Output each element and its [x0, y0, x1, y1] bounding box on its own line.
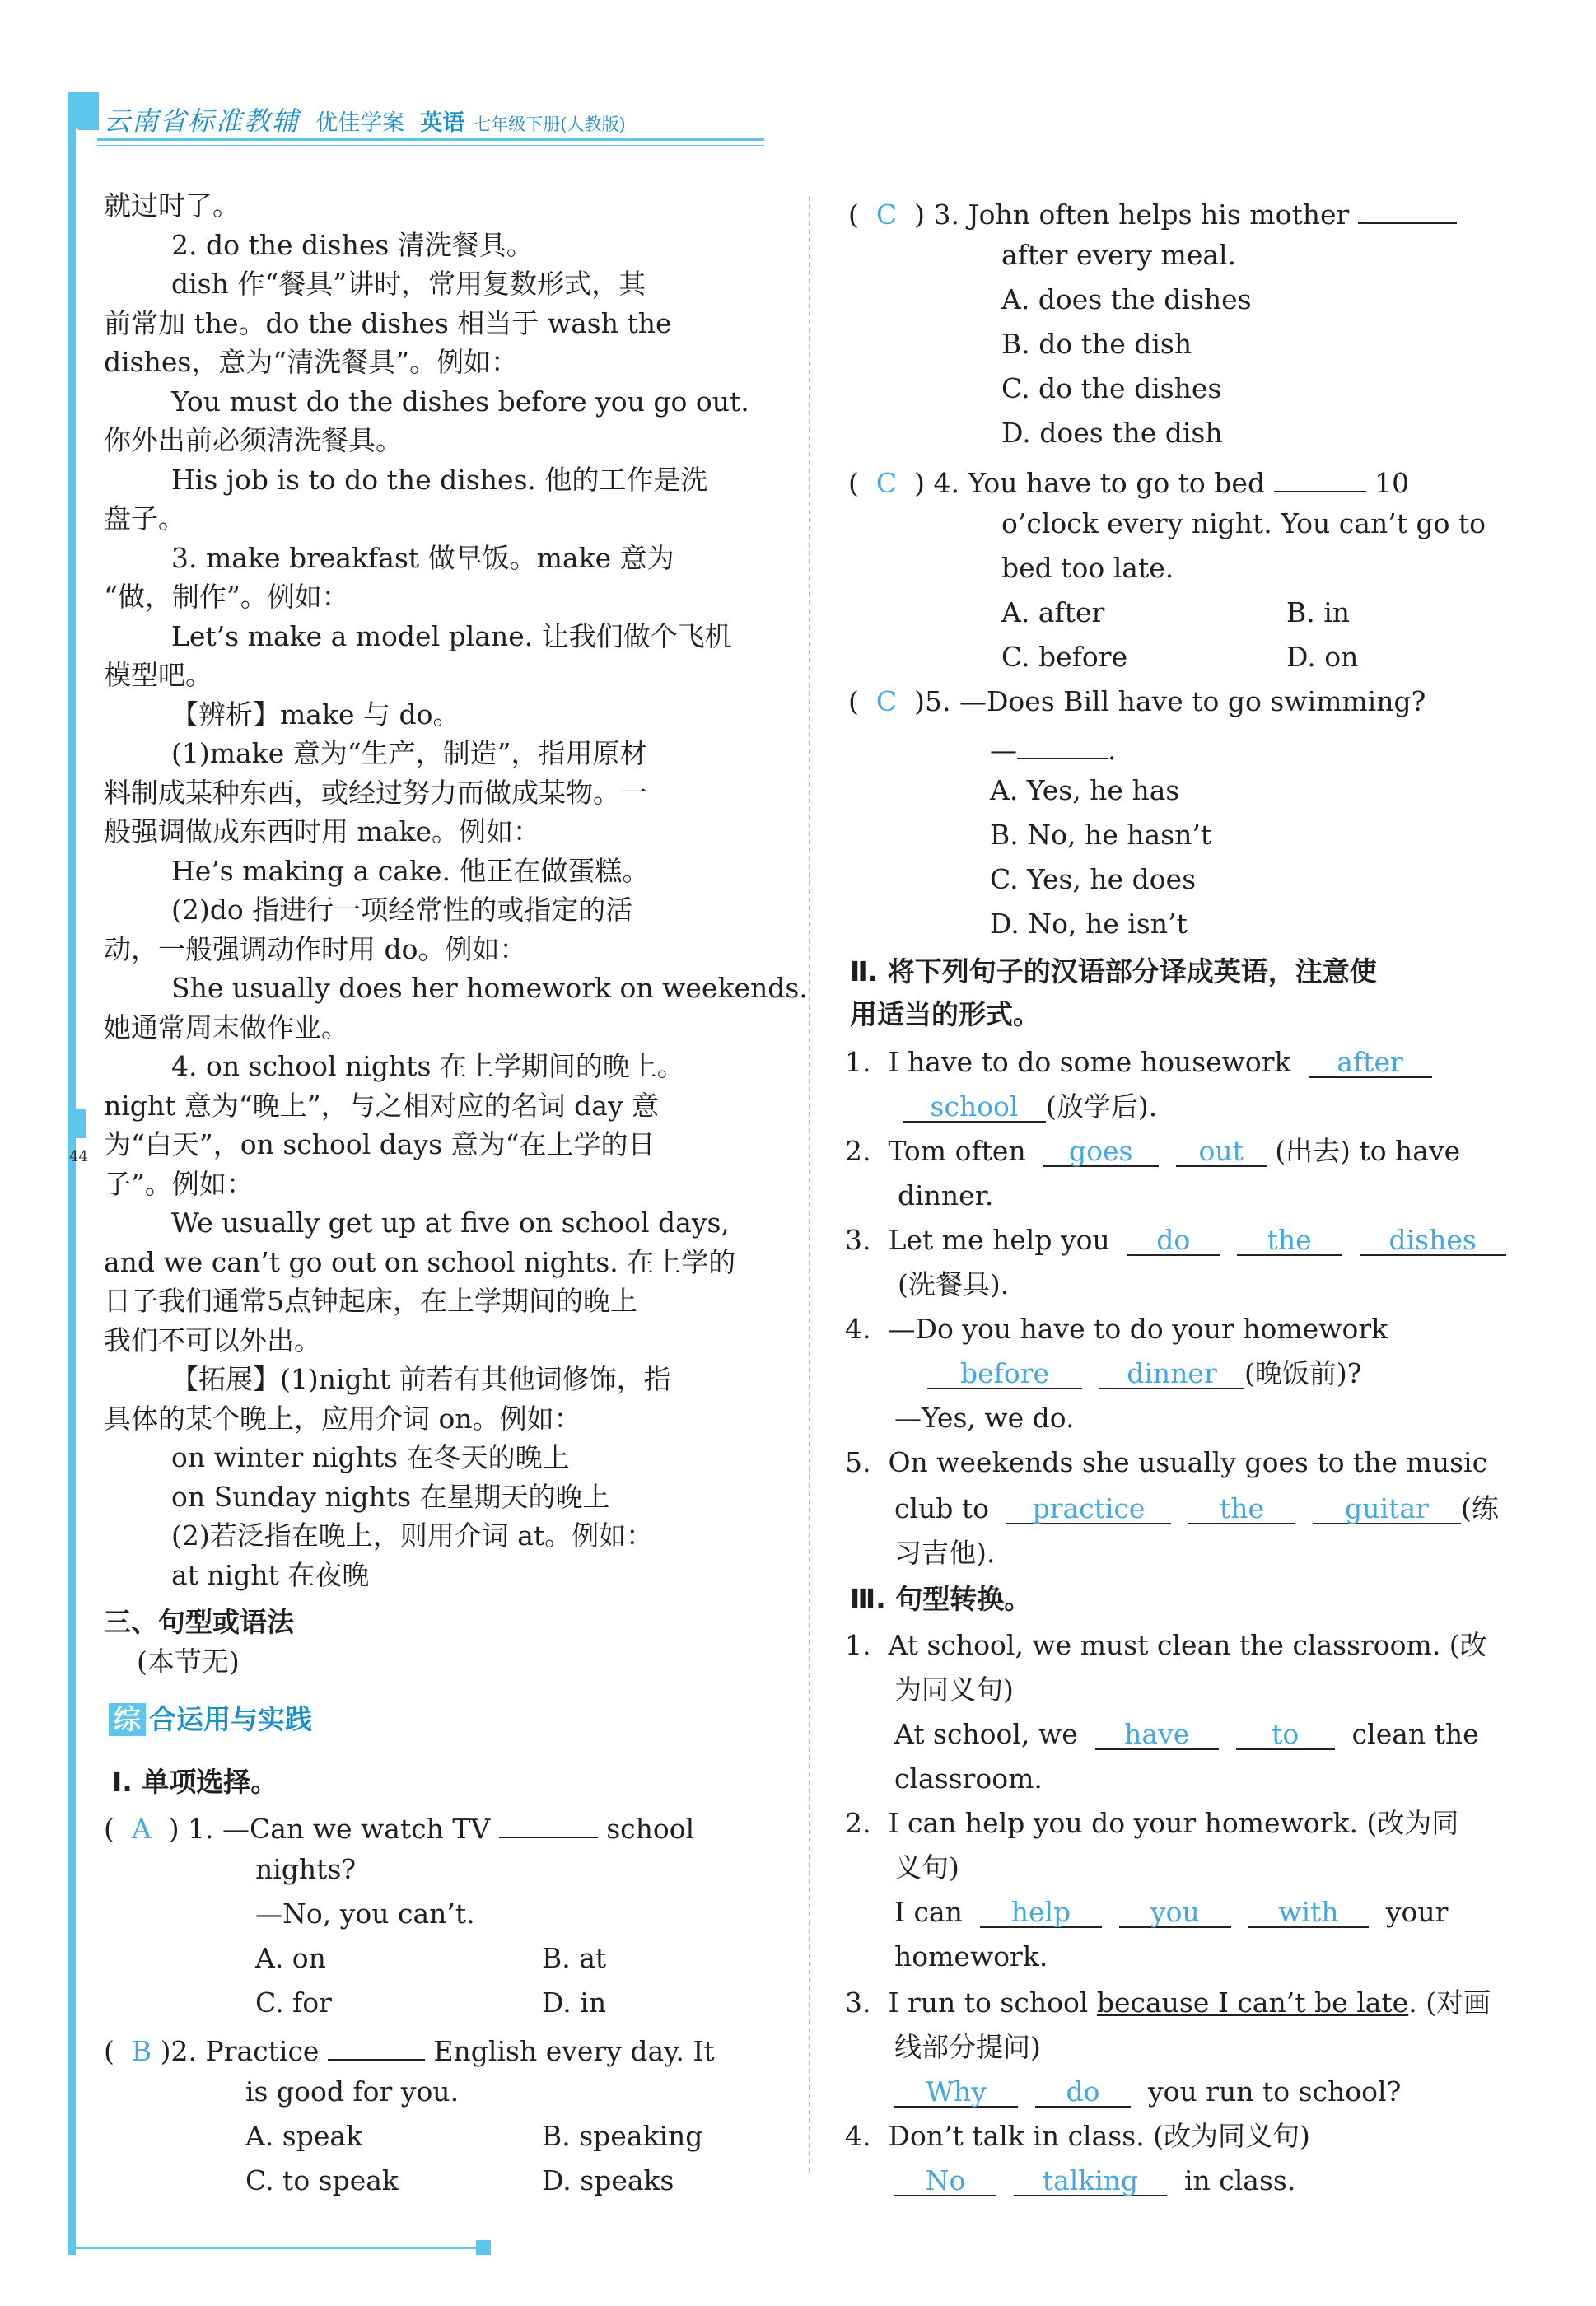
transform-1-line2: 为同义句): [894, 1673, 1014, 1706]
translate-5-tail: (练: [1461, 1492, 1499, 1524]
translate-2-line2: dinner.: [898, 1179, 994, 1211]
option-4c: C. before: [1001, 641, 1128, 673]
translate-5-number: 5.: [845, 1446, 871, 1478]
translate-1-answer-1: after: [1309, 1048, 1432, 1078]
note-line: and we can’t go out on school nights. 在上学的: [104, 1245, 736, 1278]
note-line: 你外出前必须清洗餐具。: [104, 424, 403, 456]
option-3d: D. does the dish: [1001, 417, 1223, 449]
option-5a: A. Yes, he has: [990, 774, 1180, 806]
option-3b: B. do the dish: [1001, 328, 1192, 360]
note-line: 4. on school nights 在上学期间的晚上。: [171, 1050, 684, 1082]
section-3-title: 三、句型或语法: [104, 1606, 294, 1638]
transform-4-answer-line: [894, 2164, 1295, 2197]
translate-4-answer-2: dinner: [1099, 1360, 1244, 1389]
question-1-number: ) 1.: [168, 1813, 214, 1845]
answer-3: C: [875, 198, 898, 231]
note-line: 3. make breakfast 做早饭。make 意为: [171, 541, 674, 574]
question-2: ( B )2. Practice English every day. It: [104, 2031, 715, 2068]
translate-3-line2: (洗餐具).: [898, 1268, 1010, 1300]
transform-2-pre: I can: [894, 1896, 963, 1928]
transform-2: [845, 1807, 1458, 1840]
note-line: 前常加 the。do the dishes 相当于 wash the: [104, 306, 672, 339]
practice-title: 合运用与实践: [149, 1703, 312, 1735]
question-4-line2: o’clock every night. You can’t go to: [1001, 507, 1486, 539]
translate-2: [845, 1135, 1460, 1168]
question-4-line3: bed too late.: [1001, 552, 1174, 584]
transform-1-number: 1.: [845, 1629, 871, 1661]
note-line: on Sunday nights 在星期天的晚上: [171, 1480, 610, 1513]
translate-2-answer-2: out: [1176, 1137, 1267, 1167]
question-5-number: )5.: [914, 685, 951, 717]
transform-1-line4: classroom.: [894, 1762, 1043, 1795]
translate-1-tail: (放学后).: [1046, 1090, 1158, 1123]
note-line: night 意为“晚上”，与之相对应的名词 day 意: [104, 1089, 660, 1122]
question-1-blank: [499, 1809, 598, 1838]
question-4: ( C ) 4. You have to go to bed 10: [848, 463, 1409, 500]
part-3-title: Ⅲ. 句型转换。: [850, 1583, 1032, 1615]
transform-4-number: 4.: [845, 2120, 871, 2152]
question-1-stem: —Can we watch TV: [222, 1813, 491, 1845]
translate-3-text: Let me help you: [888, 1224, 1110, 1256]
transform-4: [845, 2120, 1310, 2153]
practice-icon: 综: [109, 1703, 146, 1736]
option-1d: D. in: [542, 1986, 607, 2019]
transform-2-answer-3: with: [1248, 1898, 1369, 1928]
translate-4-reply: —Yes, we do.: [894, 1402, 1075, 1434]
grade-title: 七年级下册(人教版): [474, 114, 626, 134]
question-2-stem: Practice: [205, 2035, 320, 2067]
note-line: 2. do the dishes 清洗餐具。: [171, 228, 534, 261]
translate-5-answer-3: guitar: [1313, 1495, 1461, 1524]
note-line: 动，一般强调动作时用 do。例如：: [104, 932, 527, 965]
note-line: 她通常周末做作业。: [104, 1011, 348, 1043]
translate-2-tail: (出去) to have: [1275, 1135, 1461, 1167]
footer-rule: [68, 2247, 479, 2249]
transform-2-text: I can help you do your homework. (改为同: [888, 1807, 1459, 1839]
translate-1-number: 1.: [845, 1046, 871, 1078]
translate-4-line2: [927, 1357, 1361, 1390]
translate-5-answer-2: the: [1188, 1495, 1295, 1524]
note-line: dish 作“餐具”讲时，常用复数形式，其: [171, 268, 646, 300]
note-line: 日子我们通常5点钟起床，在上学期间的晚上: [104, 1285, 637, 1317]
question-5-line2: — .: [990, 730, 1117, 767]
transform-3-underlined: because I can’t be late: [1096, 1986, 1409, 2019]
practice-heading: [109, 1703, 312, 1736]
option-1c: C. for: [255, 1986, 332, 2019]
header-rule: [97, 138, 764, 141]
note-line: She usually does her homework on weekends.: [171, 972, 808, 1004]
translate-5-answer-1: practice: [1006, 1495, 1171, 1524]
question-2-line2: is good for you.: [245, 2075, 460, 2108]
note-line: “做，制作”。例如：: [104, 581, 349, 613]
note-line: (2)若泛指在晚上，则用介词 at。例如：: [171, 1519, 654, 1552]
part-1-title: Ⅰ. 单项选择。: [112, 1766, 278, 1798]
note-line: 为“白天”，on school days 意为“在上学的日: [104, 1128, 656, 1160]
question-4-blank: [1274, 463, 1366, 492]
note-line: 模型吧。: [104, 659, 212, 691]
page-number: 44: [69, 1148, 88, 1165]
transform-4-answer-2: talking: [1014, 2167, 1167, 2196]
translate-3-answer-3: dishes: [1360, 1226, 1506, 1256]
transform-4-post: in class.: [1183, 2164, 1296, 2196]
subject-title: 英语: [420, 110, 465, 136]
transform-4-answer-1: No: [894, 2167, 996, 2196]
question-1-line2: nights?: [255, 1853, 357, 1885]
translate-2-number: 2.: [845, 1135, 871, 1167]
header-rule-thin: [97, 145, 764, 146]
book-title: 优佳学案: [315, 110, 405, 136]
question-5-dash: —: [990, 734, 1017, 766]
translate-4-answer-1: before: [927, 1360, 1082, 1389]
transform-1-text: At school, we must clean the classroom. (改: [888, 1629, 1487, 1661]
series-title: 云南省标准教辅: [104, 105, 301, 137]
note-line: 我们不可以外出。: [104, 1323, 321, 1356]
option-4d: D. on: [1286, 641, 1359, 673]
question-5: ( C )5. —Does Bill have to go swimming?: [848, 685, 1426, 717]
note-line: 子”。例如：: [104, 1167, 254, 1200]
translate-1-answer-2: school: [903, 1093, 1046, 1123]
note-line: 【拓展】(1)night 前若有其他词修饰，指: [171, 1363, 671, 1395]
answer-5: C: [875, 685, 898, 717]
note-line: at night 在夜晚: [171, 1558, 370, 1591]
note-line: (1)make 意为“生产，制造”，指用原材: [171, 737, 647, 769]
translate-3-answer-2: the: [1237, 1226, 1342, 1256]
option-5c: C. Yes, he does: [990, 863, 1197, 895]
option-1b: B. at: [542, 1942, 607, 1974]
note-line: You must do the dishes before you go out.: [171, 385, 749, 418]
translate-1: [845, 1046, 1432, 1079]
transform-3-answer-line: [894, 2075, 1401, 2108]
part-2-title-line1: Ⅱ. 将下列句子的汉语部分译成英语，注意使: [850, 955, 1377, 987]
note-line: 就过时了。: [104, 189, 240, 222]
option-2d: D. speaks: [542, 2164, 674, 2196]
translate-3: [845, 1224, 1506, 1257]
section-3-note: (本节无): [137, 1645, 240, 1678]
part-2-title-line2: 用适当的形式。: [850, 998, 1040, 1030]
question-3-number: ) 3.: [914, 198, 959, 231]
question-3: ( C ) 3. John often helps his mother: [848, 194, 1457, 231]
transform-1-answer-1: have: [1095, 1720, 1219, 1750]
transform-3-answer-2: do: [1035, 2078, 1131, 2108]
translate-4: [845, 1313, 1388, 1346]
translate-5-line2: [894, 1492, 1499, 1525]
note-line: 般强调做成东西时用 make。例如：: [104, 815, 540, 847]
translate-2-answer-1: goes: [1043, 1137, 1159, 1167]
option-4a: A. after: [1001, 596, 1105, 628]
column-divider: [809, 196, 810, 2173]
running-header: [104, 100, 626, 138]
note-line: Let’s make a model plane. 让我们做个飞机: [171, 619, 732, 652]
transform-1: [845, 1629, 1487, 1662]
transform-2-number: 2.: [845, 1807, 871, 1839]
question-4-number: ) 4.: [914, 467, 959, 499]
transform-2-line4: homework.: [894, 1940, 1048, 1972]
transform-3-number: 3.: [845, 1986, 871, 2019]
note-line: on winter nights 在冬天的晚上: [171, 1441, 570, 1473]
translate-2-text: Tom often: [888, 1135, 1026, 1167]
option-2a: A. speak: [245, 2120, 363, 2152]
question-5-blank: [1017, 730, 1108, 759]
question-3-stem: John often helps his mother: [968, 198, 1350, 231]
transform-2-post: your: [1385, 1896, 1449, 1928]
translate-3-number: 3.: [845, 1224, 871, 1256]
answer-1: A: [131, 1813, 152, 1845]
transform-2-answer-line: [894, 1896, 1448, 1929]
page-number-tab: [69, 1109, 86, 1138]
footer-square: [476, 2240, 491, 2255]
transform-3-line2: 线部分提问): [894, 2031, 1041, 2063]
note-line: His job is to do the dishes. 他的工作是洗: [171, 463, 708, 496]
translate-5-line3: 习吉他).: [894, 1537, 996, 1569]
question-3-blank: [1358, 194, 1457, 224]
note-line: dishes，意为“清洗餐具”。例如：: [104, 346, 519, 378]
transform-1-answer-line: [894, 1718, 1479, 1751]
question-1-line3: —No, you can’t.: [255, 1898, 475, 1930]
question-1: ( A ) 1. —Can we watch TV school: [104, 1809, 694, 1846]
translate-4-number: 4.: [845, 1313, 871, 1345]
note-line: 【辨析】make 与 do。: [171, 698, 460, 731]
transform-2-line2: 义句): [894, 1851, 959, 1884]
option-4b: B. in: [1286, 596, 1351, 628]
note-line: We usually get up at five on school days,: [171, 1207, 730, 1239]
transform-4-text: Don’t talk in class. (改为同义句): [888, 2120, 1310, 2152]
translate-4-text: —Do you have to do your homework: [888, 1313, 1388, 1345]
answer-4: C: [875, 467, 898, 499]
note-line: 料制成某种东西，或经过努力而做成某物。一: [104, 776, 647, 809]
option-1a: A. on: [255, 1942, 326, 1974]
option-3c: C. do the dishes: [1001, 372, 1222, 404]
question-4-stem: You have to go to bed: [968, 467, 1266, 499]
transform-1-post: clean the: [1351, 1718, 1479, 1750]
transform-3-text-b: . (对画: [1408, 1986, 1491, 2019]
transform-3: [845, 1986, 1491, 2019]
transform-3-text-a: I run to school: [888, 1986, 1097, 2019]
option-5b: B. No, he hasn’t: [990, 819, 1212, 851]
question-1-stem-b: school: [606, 1813, 695, 1845]
question-2-blank: [328, 2031, 425, 2061]
question-5-stem: —Does Bill have to go swimming?: [959, 685, 1426, 717]
note-line: 具体的某个晚上，应用介词 on。例如：: [104, 1402, 581, 1435]
answer-2: B: [131, 2035, 152, 2067]
note-line: 盘子。: [104, 502, 185, 534]
translate-5-text2: club to: [894, 1492, 990, 1524]
transform-2-answer-2: you: [1119, 1898, 1231, 1928]
transform-3-answer-1: Why: [894, 2078, 1018, 2108]
option-2c: C. to speak: [245, 2164, 399, 2196]
option-3a: A. does the dishes: [1001, 283, 1252, 315]
note-line: He’s making a cake. 他正在做蛋糕。: [171, 854, 650, 887]
option-5d: D. No, he isn’t: [990, 908, 1188, 940]
translate-5-text: On weekends she usually goes to the music: [888, 1446, 1488, 1478]
note-line: (2)do 指进行一项经常性的或指定的活: [171, 894, 633, 926]
translate-3-answer-1: do: [1127, 1226, 1220, 1256]
transform-1-answer-2: to: [1236, 1720, 1335, 1750]
question-3-line2: after every meal.: [1001, 239, 1237, 271]
option-2b: B. speaking: [542, 2120, 703, 2152]
question-4-stem-b: 10: [1374, 467, 1410, 499]
transform-1-pre: At school, we: [894, 1718, 1078, 1750]
left-margin-bar: [68, 97, 76, 2255]
transform-2-answer-1: help: [980, 1898, 1102, 1928]
transform-3-post: you run to school?: [1147, 2075, 1402, 2108]
question-2-stem-b: English every day. It: [433, 2035, 715, 2067]
question-2-number: )2.: [160, 2035, 197, 2067]
translate-1-text: I have to do some housework: [888, 1046, 1291, 1078]
translate-4-tail: (晚饭前)?: [1244, 1357, 1362, 1389]
translate-5: [845, 1446, 1487, 1479]
translate-1-line2: [903, 1090, 1157, 1123]
